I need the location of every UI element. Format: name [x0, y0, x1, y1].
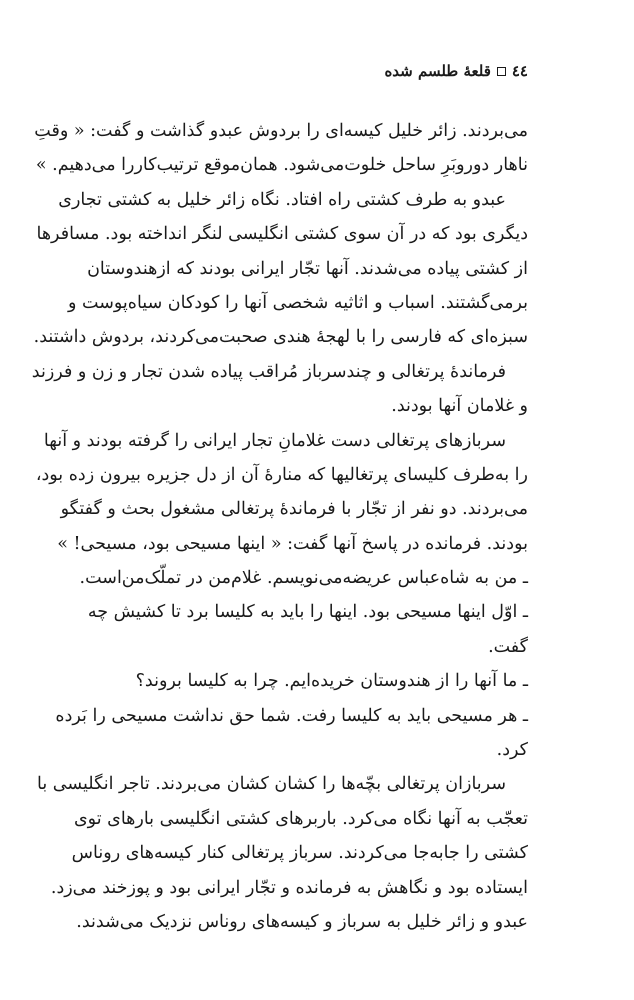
text-line: می‌بردند. زائر خلیل کیسه‌ای را بردوش عبدو گذاشت و گفت: « وقتِ: [34, 121, 528, 141]
text-line: سبزه‌ای که فارسی را با لهجهٔ هندی صحبت‌می‌کردند، بردوش داشتند.: [33, 327, 528, 348]
text-line: ـ هر مسیحی باید به کلیسا رفت. شما حق نداشت مسیحی را بَرده: [55, 705, 528, 726]
text-line: برمی‌گشتند. اسباب و اثاثیه شخصی آنها را کودکان سیاه‌پوست و: [68, 292, 528, 313]
text-line: از کشتی پیاده می‌شدند. آنها تجّار ایرانی بودند که ازهندوستان: [87, 258, 528, 279]
page-header: [384, 62, 528, 80]
text-line: عبدو به طرف کشتی راه افتاد. نگاه زائر خلیل به کشتی تجاری: [58, 189, 506, 210]
square-ornament-icon: [497, 67, 506, 76]
text-line: ـ اوّل اینها مسیحی بود. اینها را باید به کلیسا برد تا کشیش چه: [87, 602, 528, 623]
text-line: کشتی را جابه‌جا می‌کردند. سرباز پرتغالی کنار کیسه‌های روناس: [71, 843, 528, 864]
page-number: ٤٤: [511, 62, 528, 80]
text-line: می‌بردند. دو نفر از تجّار با فرماندهٔ پرتغالی مشغول بحث و گفتگو: [60, 499, 528, 520]
text-line: و غلامان آنها بودند.: [391, 396, 528, 417]
text-line: گفت.: [488, 636, 528, 657]
body-text: [31, 114, 528, 939]
text-line: عبدو و زائر خلیل به سرباز و کیسه‌های روناس نزدیک می‌شدند.: [76, 911, 528, 932]
text-line: را به‌طرف کلیسای پرتغالیها که منارهٔ آن از دل جزیره بیرون زده بود،: [35, 464, 528, 485]
text-line: ناهار دوروبَرِ ساحل خلوت‌می‌شود. همان‌موقع ترتیب‌کاررا می‌دهیم. »: [35, 155, 528, 176]
text-line: ـ ما آنها را از هندوستان خریده‌ایم. چرا به کلیسا بروند؟: [135, 671, 528, 692]
text-line: ـ من به شاه‌عباس عریضه‌می‌نویسم. غلام‌من در تملّک‌من‌است.: [79, 568, 528, 589]
text-line: کرد.: [496, 740, 528, 761]
text-line: تعجّب به آنها نگاه می‌کرد. باربرهای کشتی انگلیسی بارهای توی: [73, 808, 528, 829]
text-line: دیگری بود که در آن سوی کشتی انگلیسی لنگر انداخته بود. مسافرها: [36, 224, 528, 245]
text-line: سربازان پرتغالی بچّه‌ها را کشان کشان می‌بردند. تاجر انگلیسی با: [37, 774, 506, 795]
text-line: فرماندهٔ پرتغالی و چندسرباز مُراقب پیاده شدن تجار و زن و فرزند: [31, 361, 506, 382]
text-line: ایستاده بود و نگاهش به فرمانده و تجّار ایرانی بود و پوزخند می‌زد.: [50, 877, 528, 898]
chapter-title: قلعهٔ طلسم شده: [384, 62, 491, 80]
text-line: سربازهای پرتغالی دست غلامانِ تجار ایرانی را گرفته بودند و آنها: [43, 430, 506, 451]
text-line: بودند. فرمانده در پاسخ آنها گفت: « اینها مسیحی بود، مسیحی! »: [57, 533, 528, 554]
